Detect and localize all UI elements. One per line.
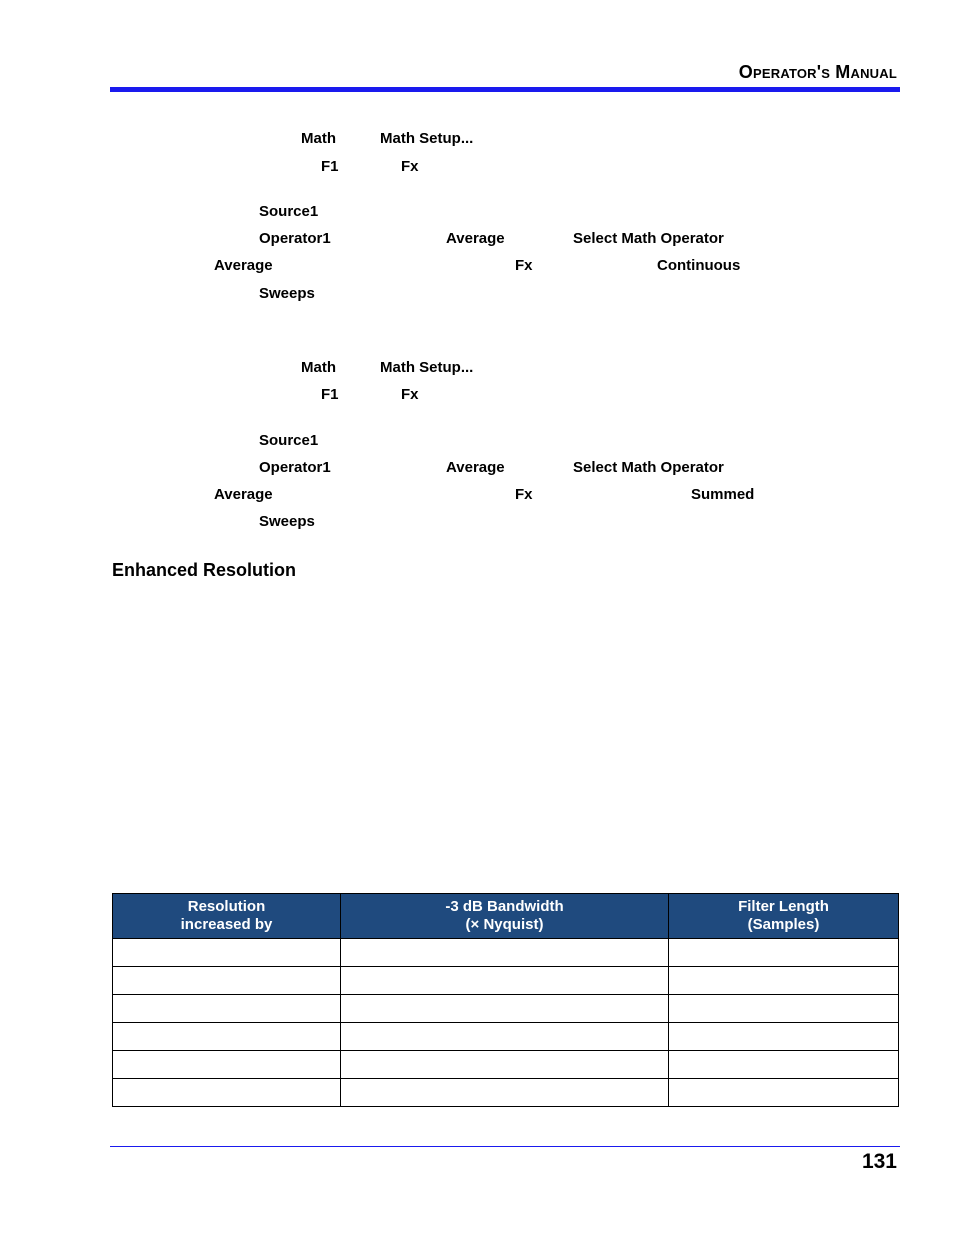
- tab-label-f1: F1: [321, 386, 339, 403]
- column-header-bandwidth: [341, 894, 669, 939]
- table-row: [113, 1051, 899, 1079]
- menu-label-math: Math: [301, 359, 336, 376]
- table-cell: [669, 939, 899, 967]
- table-cell: [341, 967, 669, 995]
- section-heading: Enhanced Resolution: [112, 560, 297, 580]
- label-continuous: Continuous: [657, 257, 741, 274]
- label-source1: Source1: [259, 203, 319, 220]
- label-summed: Summed: [691, 486, 755, 503]
- page-number: 131: [861, 1150, 897, 1173]
- label-select-math-operator: Select Math Operator: [573, 459, 724, 476]
- table-row: [113, 939, 899, 967]
- column-header-line: Filter Length: [738, 898, 829, 915]
- label-operator1: Operator1: [259, 459, 331, 476]
- table-cell: [113, 1023, 341, 1051]
- table-cell: [341, 1051, 669, 1079]
- table-cell: [669, 1023, 899, 1051]
- label-select-math-operator: Select Math Operator: [573, 230, 724, 247]
- tab-label-f1: F1: [321, 158, 339, 175]
- label-average: Average: [214, 486, 273, 503]
- label-sweeps: Sweeps: [259, 285, 315, 302]
- table-row: [113, 967, 899, 995]
- table-cell: [669, 995, 899, 1023]
- table-cell: [669, 1051, 899, 1079]
- tab-label-fx: Fx: [401, 158, 419, 175]
- menu-label-math: Math: [301, 130, 336, 147]
- running-header-title: Operator's Manual: [738, 62, 897, 82]
- table-cell: [113, 939, 341, 967]
- table-cell: [113, 995, 341, 1023]
- label-source1: Source1: [259, 432, 319, 449]
- table-row: [113, 995, 899, 1023]
- column-header-filter-length: [669, 894, 899, 939]
- column-header-resolution: [113, 894, 341, 939]
- enhanced-resolution-table: [112, 893, 899, 1107]
- tab-label-fx: Fx: [401, 386, 419, 403]
- column-header-line: (Samples): [747, 916, 820, 933]
- menu-label-math-setup: Math Setup...: [380, 359, 474, 376]
- label-sweeps: Sweeps: [259, 513, 315, 530]
- label-average: Average: [214, 257, 273, 274]
- column-header-line: -3 dB Bandwidth: [445, 898, 564, 915]
- table-cell: [113, 1079, 341, 1107]
- table-cell: [341, 995, 669, 1023]
- label-average-option: Average: [446, 230, 505, 247]
- table-cell: [341, 939, 669, 967]
- table-row: [113, 1079, 899, 1107]
- menu-label-math-setup: Math Setup...: [380, 130, 474, 147]
- column-header-line: Resolution: [187, 898, 266, 915]
- table-row: [113, 1023, 899, 1051]
- column-header-line: (× Nyquist): [465, 916, 544, 933]
- table-cell: [113, 1051, 341, 1079]
- table-cell: [113, 967, 341, 995]
- footer-rule: [110, 1146, 900, 1147]
- label-operator1: Operator1: [259, 230, 331, 247]
- label-fx: Fx: [515, 486, 533, 503]
- column-header-line: increased by: [180, 916, 273, 933]
- table-header-row: [113, 894, 899, 939]
- label-fx: Fx: [515, 257, 533, 274]
- table-cell: [669, 1079, 899, 1107]
- table-cell: [341, 1023, 669, 1051]
- label-average-option: Average: [446, 459, 505, 476]
- table-cell: [341, 1079, 669, 1107]
- table-cell: [669, 967, 899, 995]
- header-rule: [110, 87, 900, 92]
